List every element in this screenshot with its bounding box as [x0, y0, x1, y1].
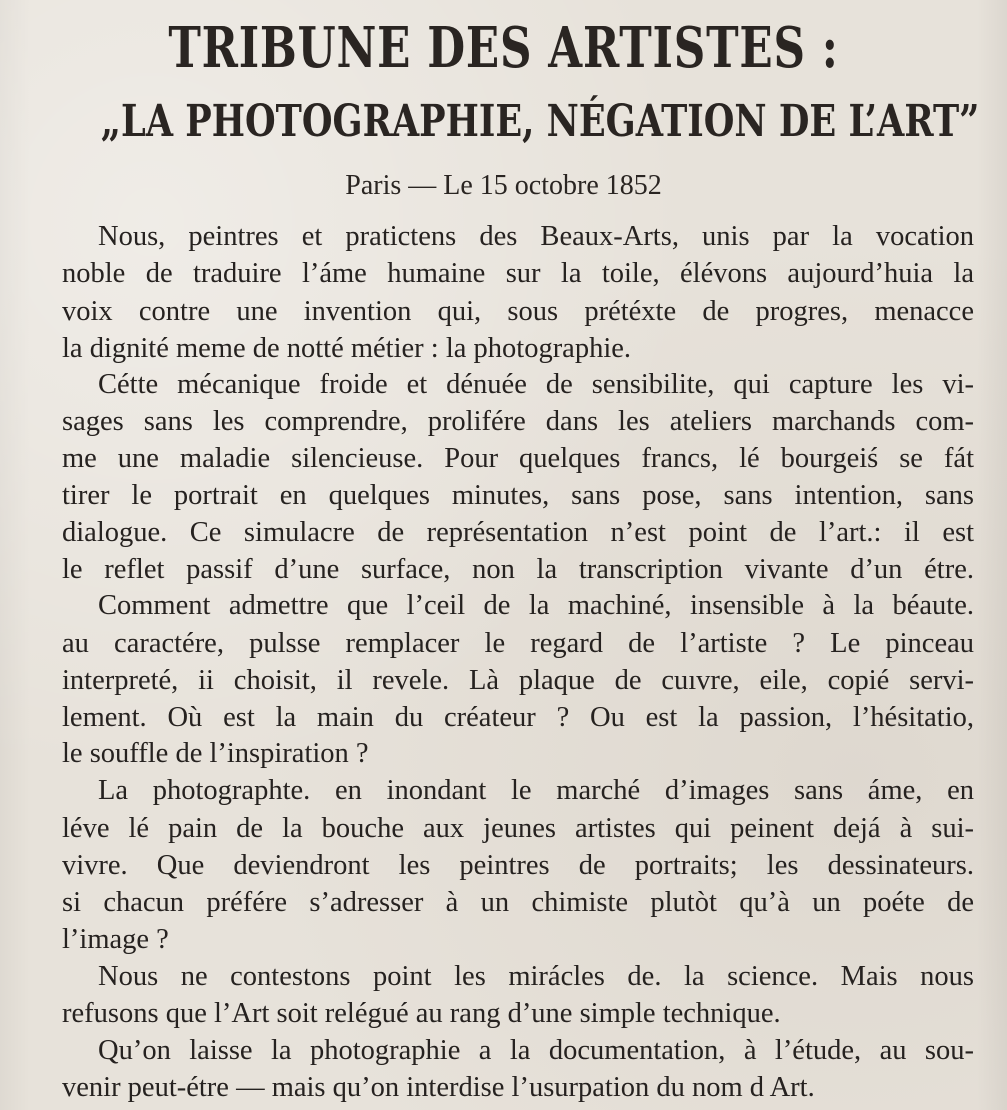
text-line: tirer le portrait en quelques minutes, sans pose, sans intention, sans [62, 480, 974, 511]
text-line: Nous, peintres et pratictens des Beaux-Arts, unis par la vocation [98, 221, 974, 252]
text-line: dialogue. Ce simulacre de représentation n’est point de l’art.: il est [62, 517, 974, 548]
text-line: la dignité meme de notté métier : la photographie. [62, 333, 632, 364]
text-line: au caractére, pulsse remplacer le regard de l’artiste ? Le pinceau [62, 628, 974, 659]
text-line: Cétte mécanique froide et dénuée de sensibilite, qui capture les vi- [98, 369, 974, 400]
text-line: refusons que l’Art soit relégué au rang d’une simple technique. [62, 998, 781, 1029]
text-line: Qu’on laisse la photographie a la documentation, à l’étude, au sou- [98, 1035, 974, 1066]
text-line: interpreté, ii choisit, il revele. Là plaque de cuıvre, eile, copié servi- [62, 665, 974, 696]
text-line: vivre. Que deviendront les peintres de portraits; les dessinateurs. [62, 850, 974, 881]
page-title: TRIBUNE DES ARTISTES : [168, 15, 839, 81]
text-line: noble de traduire l’áme humaine sur la toile, élévons aujourd’huia la [62, 258, 974, 289]
dateline: Paris — Le 15 octobre 1852 [345, 170, 662, 201]
text-line: léve lé pain de la bouche aux jeunes artistes qui peinent dejá à sui- [62, 813, 974, 844]
text-line: l’image ? [62, 924, 169, 955]
text-line: me une maladie silencieuse. Pour quelques francs, lé bourgeiś se fát [62, 443, 974, 474]
text-line: voix contre une invention qui, sous prétéxte de progres, menacce [62, 296, 974, 327]
text-line: La photographte. en inondant le marché d’images sans áme, en [98, 775, 974, 806]
text-line: le reflet passif d’une surface, non la transcription vivante d’un étre. [62, 554, 974, 585]
page-subtitle: „LA PHOTOGRAPHIE, NÉGATION DE L’ART” [100, 96, 980, 147]
text-line: le souffle de l’inspiration ? [62, 738, 369, 769]
text-line: Nous ne contestons point les mirácles de. la science. Mais nous [98, 961, 974, 992]
text-line: si chacun préfére s’adresser à un chimiste plutòt qu’à un poéte de [62, 887, 974, 918]
text-line: sages sans les comprendre, proliférе dans les ateliers marchands com- [62, 406, 974, 437]
text-line: Comment admettre que l’ceil de la machiné, insensible à la béaute. [98, 590, 974, 621]
text-line: lement. Où est la main du créateur ? Ou est la passion, l’hésitatio, [62, 702, 974, 733]
text-line: venir peut-étre — mais qu’on interdise l’usurpation du nom d Art. [62, 1072, 815, 1103]
